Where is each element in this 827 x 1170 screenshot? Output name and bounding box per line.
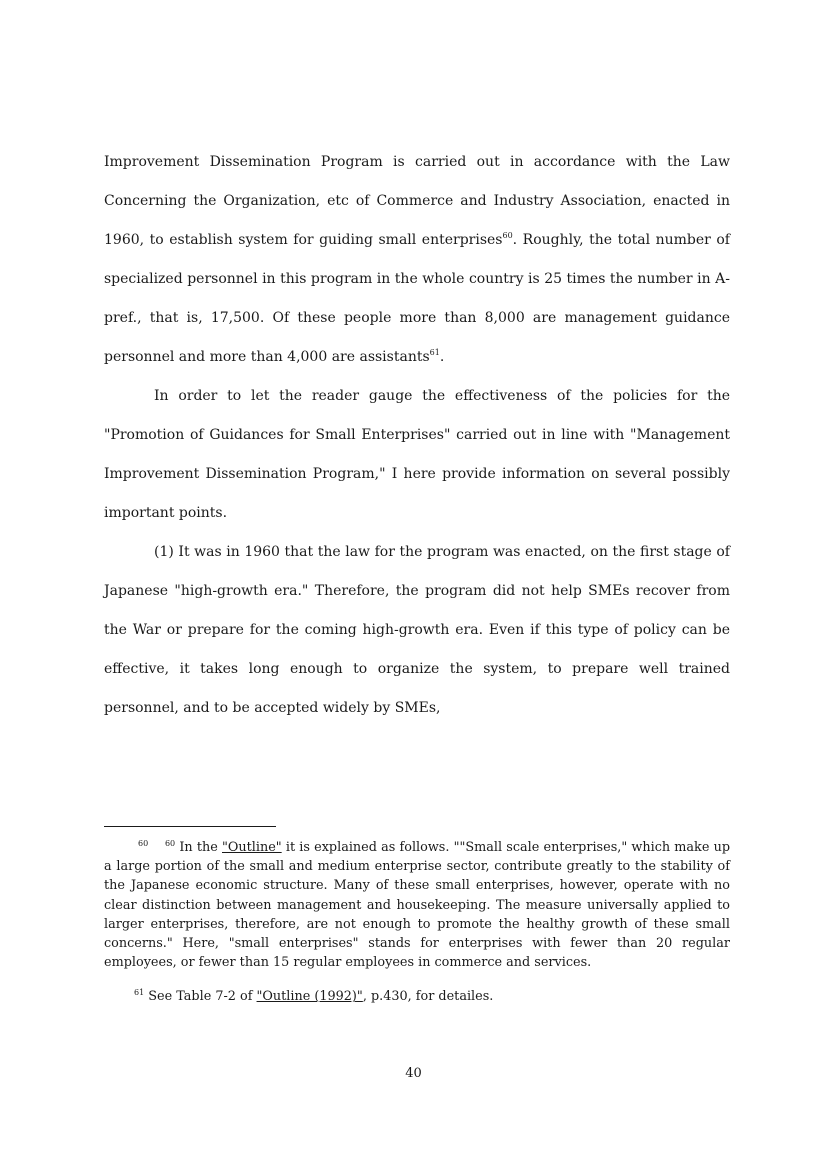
outline-reference: "Outline" [222, 840, 282, 855]
footnote-60-in-the: In the [179, 840, 218, 855]
footnote-60-text: it is explained as follows. ""Small scale enterprises," which make up a large portion of the small and medium enterprise sector, contribute greatly to the stability of the Japanese economic structure. Many of these small enterprises, however, operate with no clear distinction between management and housekeeping. The measure universally applied to larger enterprises, therefore, are not enough to promote the healthy growth of these small concerns." Here, "small enterprises" stands for enterprises with fewer than 20 regular employees, or fewer than 15 regular employees in commerce and services. [104, 840, 731, 971]
main-text [104, 143, 730, 728]
paragraph-1-text-continued: . Roughly, the total number of specialized personnel in this program in the whole country is 25 times the number in A-pref., that is, 17,500. Of these people more than 8,000 are management guidance personnel and more than 4,000 are assistants [104, 232, 730, 365]
footnote-60-mark: 60 [138, 839, 149, 848]
paragraph-1-text: Improvement Dissemination Program is carried out in accordance with the Law Concerning the Organization, etc of Commerce and Industry Association, enacted in 1960, to establish system for guiding small enterprises [104, 154, 730, 248]
footnote-61-text: See Table 7-2 of [148, 989, 253, 1005]
paragraph-1-end: . [439, 349, 445, 365]
footnote-61-mark: 61 [134, 988, 145, 998]
outline-1992-reference: "Outline (1992)" [256, 989, 363, 1005]
footnote-60-mark-2: 60 [164, 839, 176, 848]
footnotes [104, 838, 730, 1007]
footnote-61 [104, 987, 730, 1006]
footnote-ref-60: 60 [502, 231, 513, 240]
footnote-60 [104, 838, 730, 972]
page-number: 40 [405, 1066, 422, 1081]
footnote-separator [104, 826, 276, 827]
footnote-61-text-end: , p.430, for detailes. [362, 989, 494, 1005]
paragraph-3: (1) It was in 1960 that the law for the program was enacted, on the first stage of Japanese "high-growth era." Therefore, the program did not help SMEs recover from the War or prepare for the coming high-growth era. Even if this type of policy can be effective, it takes long enough to organize the system, to prepare well trained personnel, and to be accepted widely by SMEs, [104, 544, 730, 716]
paragraph-2: In order to let the reader gauge the effectiveness of the policies for the "Promotion of Guidances for Small Enterprises" carried out in line with "Management Improvement Dissemination Program," I here provide information on several possibly important points. [104, 388, 730, 521]
paragraph-1 [104, 143, 730, 377]
footnote-ref-61: 61 [429, 348, 440, 357]
